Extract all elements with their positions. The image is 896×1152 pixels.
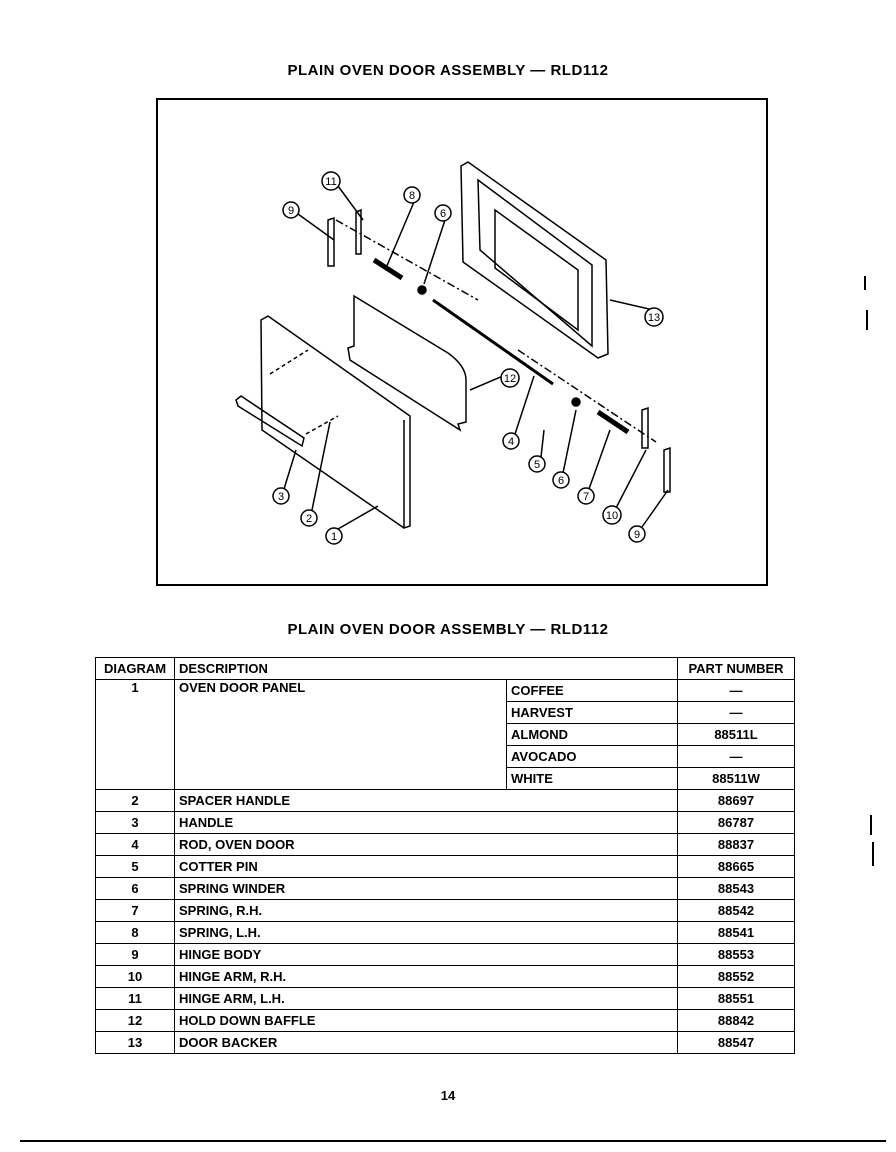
cell-diagram: 3 [96,812,175,834]
page-number: 14 [440,1088,456,1103]
cell-description: ROD, OVEN DOOR [175,834,678,856]
header-description: DESCRIPTION [175,658,507,680]
callout-5 [529,456,545,472]
scan-mark [872,842,874,866]
cell-color: ALMOND [507,724,678,746]
cell-diagram: 13 [96,1032,175,1054]
scan-mark [870,815,872,835]
cell-color: WHITE [507,768,678,790]
cell-diagram: 6 [96,878,175,900]
svg-text:6: 6 [557,475,565,487]
table-row [96,680,795,702]
table-row [96,988,795,1010]
handle-shape [236,396,304,446]
exploded-diagram [156,98,768,586]
cell-description: COTTER PIN [175,856,678,878]
hinge-rh-shape [642,408,648,448]
cell-part: 88541 [678,922,795,944]
scan-mark [866,310,868,330]
callout-9a [283,202,299,218]
cell-part: 88542 [678,900,795,922]
cell-part: 86787 [678,812,795,834]
cell-color: AVOCADO [507,746,678,768]
callout-6a [553,472,569,488]
svg-text:1: 1 [330,531,338,543]
svg-text:8: 8 [408,190,416,202]
cell-part: 88547 [678,1032,795,1054]
cell-part: 88665 [678,856,795,878]
cell-diagram: 1 [96,680,175,790]
svg-text:11: 11 [325,176,337,188]
callout-8 [404,187,420,203]
svg-text:6: 6 [439,208,447,220]
cell-part: 88697 [678,790,795,812]
header-blank [507,658,678,680]
cell-description: SPACER HANDLE [175,790,678,812]
callout-11 [322,172,340,190]
cell-description: HINGE BODY [175,944,678,966]
table-header-row [96,658,795,680]
diagram-title: PLAIN OVEN DOOR ASSEMBLY — RLD112 [287,62,609,79]
callout-6b [435,205,451,221]
cell-diagram: 4 [96,834,175,856]
header-diagram: DIAGRAM [96,658,175,680]
callout-2 [301,510,317,526]
cell-part: 88842 [678,1010,795,1032]
page-bottom-edge [20,1140,886,1142]
callout-3 [273,488,289,504]
hinge-lh-shape [328,218,334,266]
cell-diagram: 8 [96,922,175,944]
cell-part: — [678,680,795,702]
svg-text:9: 9 [633,529,641,541]
cell-part: 88511W [678,768,795,790]
callout-13 [645,308,663,326]
cell-color: COFFEE [507,680,678,702]
cell-description: HOLD DOWN BAFFLE [175,1010,678,1032]
table-row [96,878,795,900]
cell-color: HARVEST [507,702,678,724]
cell-diagram: 10 [96,966,175,988]
table-row [96,1032,795,1054]
table-row [96,1010,795,1032]
callout-9b [629,526,645,542]
cell-part: 88543 [678,878,795,900]
table-row [96,812,795,834]
cell-description: SPRING WINDER [175,878,678,900]
cell-part: — [678,702,795,724]
cell-part: — [678,746,795,768]
table-row [96,900,795,922]
scan-mark [864,276,866,290]
spring-rh-shape [598,412,628,432]
table-row [96,944,795,966]
svg-text:2: 2 [305,513,313,525]
callout-10 [603,506,621,524]
callout-7 [578,488,594,504]
cell-description: HINGE ARM, L.H. [175,988,678,1010]
cell-description: SPRING, R.H. [175,900,678,922]
svg-text:5: 5 [533,459,541,471]
cell-diagram: 11 [96,988,175,1010]
svg-text:4: 4 [507,436,515,448]
callout-4 [503,433,519,449]
cell-description: OVEN DOOR PANEL [175,680,507,790]
table-row [96,966,795,988]
cell-description: HANDLE [175,812,678,834]
hold-down-baffle-shape [348,296,466,430]
table-row [96,790,795,812]
cell-description: HINGE ARM, R.H. [175,966,678,988]
cell-diagram: 12 [96,1010,175,1032]
cell-diagram: 7 [96,900,175,922]
svg-text:3: 3 [277,491,285,503]
svg-text:12: 12 [503,373,517,385]
svg-text:7: 7 [582,491,590,503]
table-title: PLAIN OVEN DOOR ASSEMBLY — RLD112 [287,621,609,638]
svg-text:13: 13 [647,312,661,324]
cell-diagram: 2 [96,790,175,812]
cell-part: 88551 [678,988,795,1010]
callout-1 [326,528,342,544]
cell-part: 88553 [678,944,795,966]
table-row [96,856,795,878]
cell-description: SPRING, L.H. [175,922,678,944]
cell-part: 88511L [678,724,795,746]
header-part-number: PART NUMBER [678,658,795,680]
oven-door-exploded-drawing [158,100,766,584]
parts-table [95,657,795,1054]
callout-12 [501,369,519,387]
svg-text:9: 9 [287,205,295,217]
cell-part: 88837 [678,834,795,856]
cell-diagram: 5 [96,856,175,878]
svg-text:10: 10 [605,510,619,522]
table-row [96,834,795,856]
cell-part: 88552 [678,966,795,988]
cell-diagram: 9 [96,944,175,966]
table-row [96,922,795,944]
cell-description: DOOR BACKER [175,1032,678,1054]
